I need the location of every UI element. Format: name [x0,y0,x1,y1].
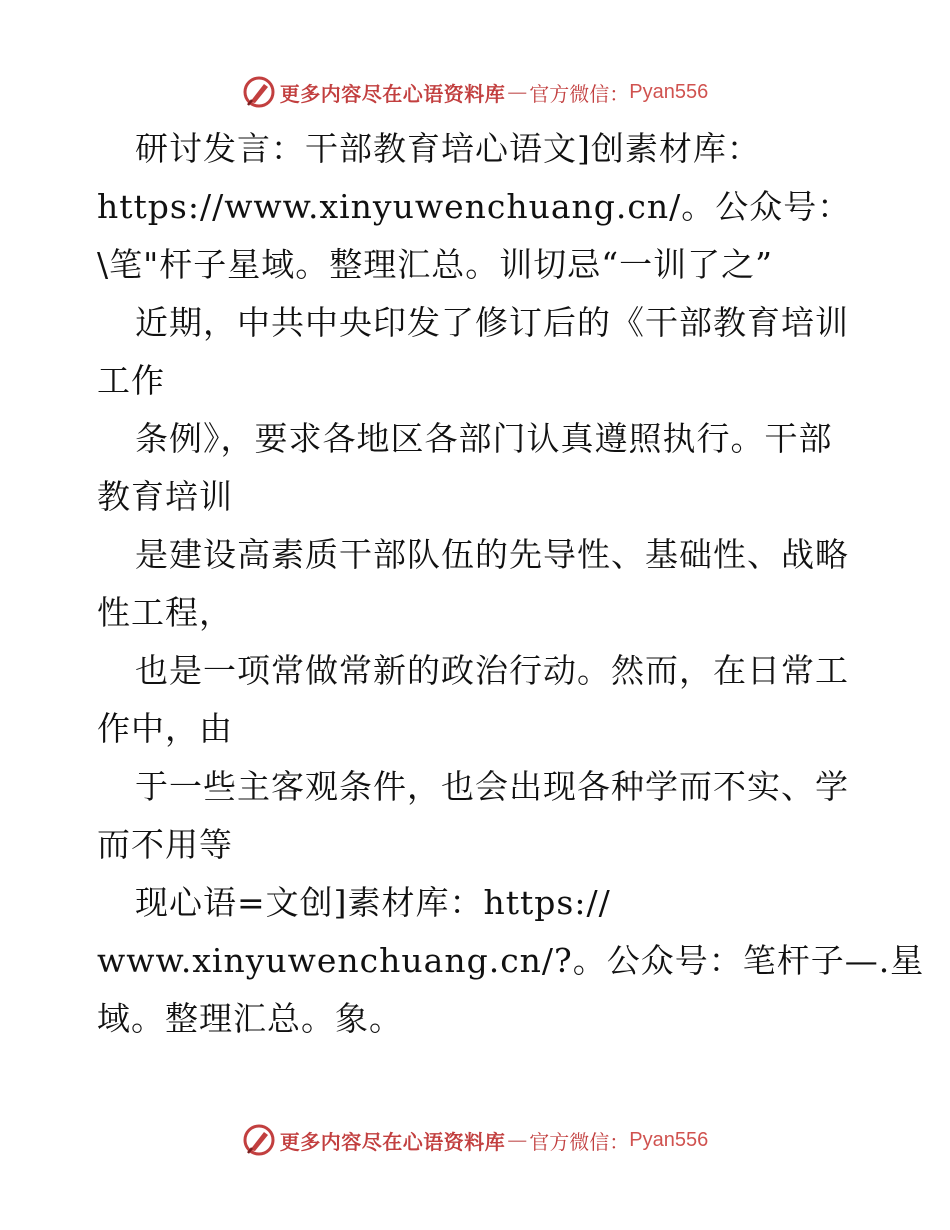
text-line: 现心语=文创]素材库：https:// [135,883,611,922]
header-watermark-banner [0,72,950,112]
banner-separator: — [507,80,528,104]
banner-wechat-label: 官方微信： [529,81,630,106]
text-line: 近期，中共中央印发了修订后的《干部教育培训 [135,303,849,342]
footer-watermark-banner [0,1120,950,1160]
document-body [97,120,925,1048]
banner-wechat-label: 官方微信： [529,1129,630,1154]
text-line: 教育培训 [97,477,233,516]
text-line: https://www.xinyuwenchuang.cn/。公众号： [97,187,852,226]
text-line: 而不用等 [97,825,233,864]
text-line: 域。整理汇总。象。 [97,999,403,1038]
text-line: 工作 [97,361,165,400]
text-line: 也是一项常做常新的政治行动。然而，在日常工 [135,651,849,690]
banner-text: 更多内容尽在心语资料库 [279,1129,506,1154]
text-line: \笔"杆子星域。整理汇总。训切忌“一训了之” [97,245,774,284]
banner-wechat-id: Pyan556 [629,80,709,103]
feather-pen-icon [242,1123,276,1157]
text-line: 是建设高素质干部队伍的先导性、基础性、战略 [135,535,849,574]
text-line: 性工程， [97,593,233,632]
feather-pen-icon [242,75,276,109]
banner-wechat-id: Pyan556 [629,1128,709,1151]
banner-text: 更多内容尽在心语资料库 [279,81,506,106]
text-line: 作中，由 [97,709,233,748]
text-line: 于一些主客观条件，也会出现各种学而不实、学 [135,767,849,806]
text-line: 研讨发言：干部教育培心语文]创素材库： [135,129,761,168]
text-line: 条例》，要求各地区各部门认真遵照执行。干部 [135,419,833,458]
banner-separator: — [507,1128,528,1152]
text-line: www.xinyuwenchuang.cn/?。公众号：笔杆子—.星 [97,941,925,980]
